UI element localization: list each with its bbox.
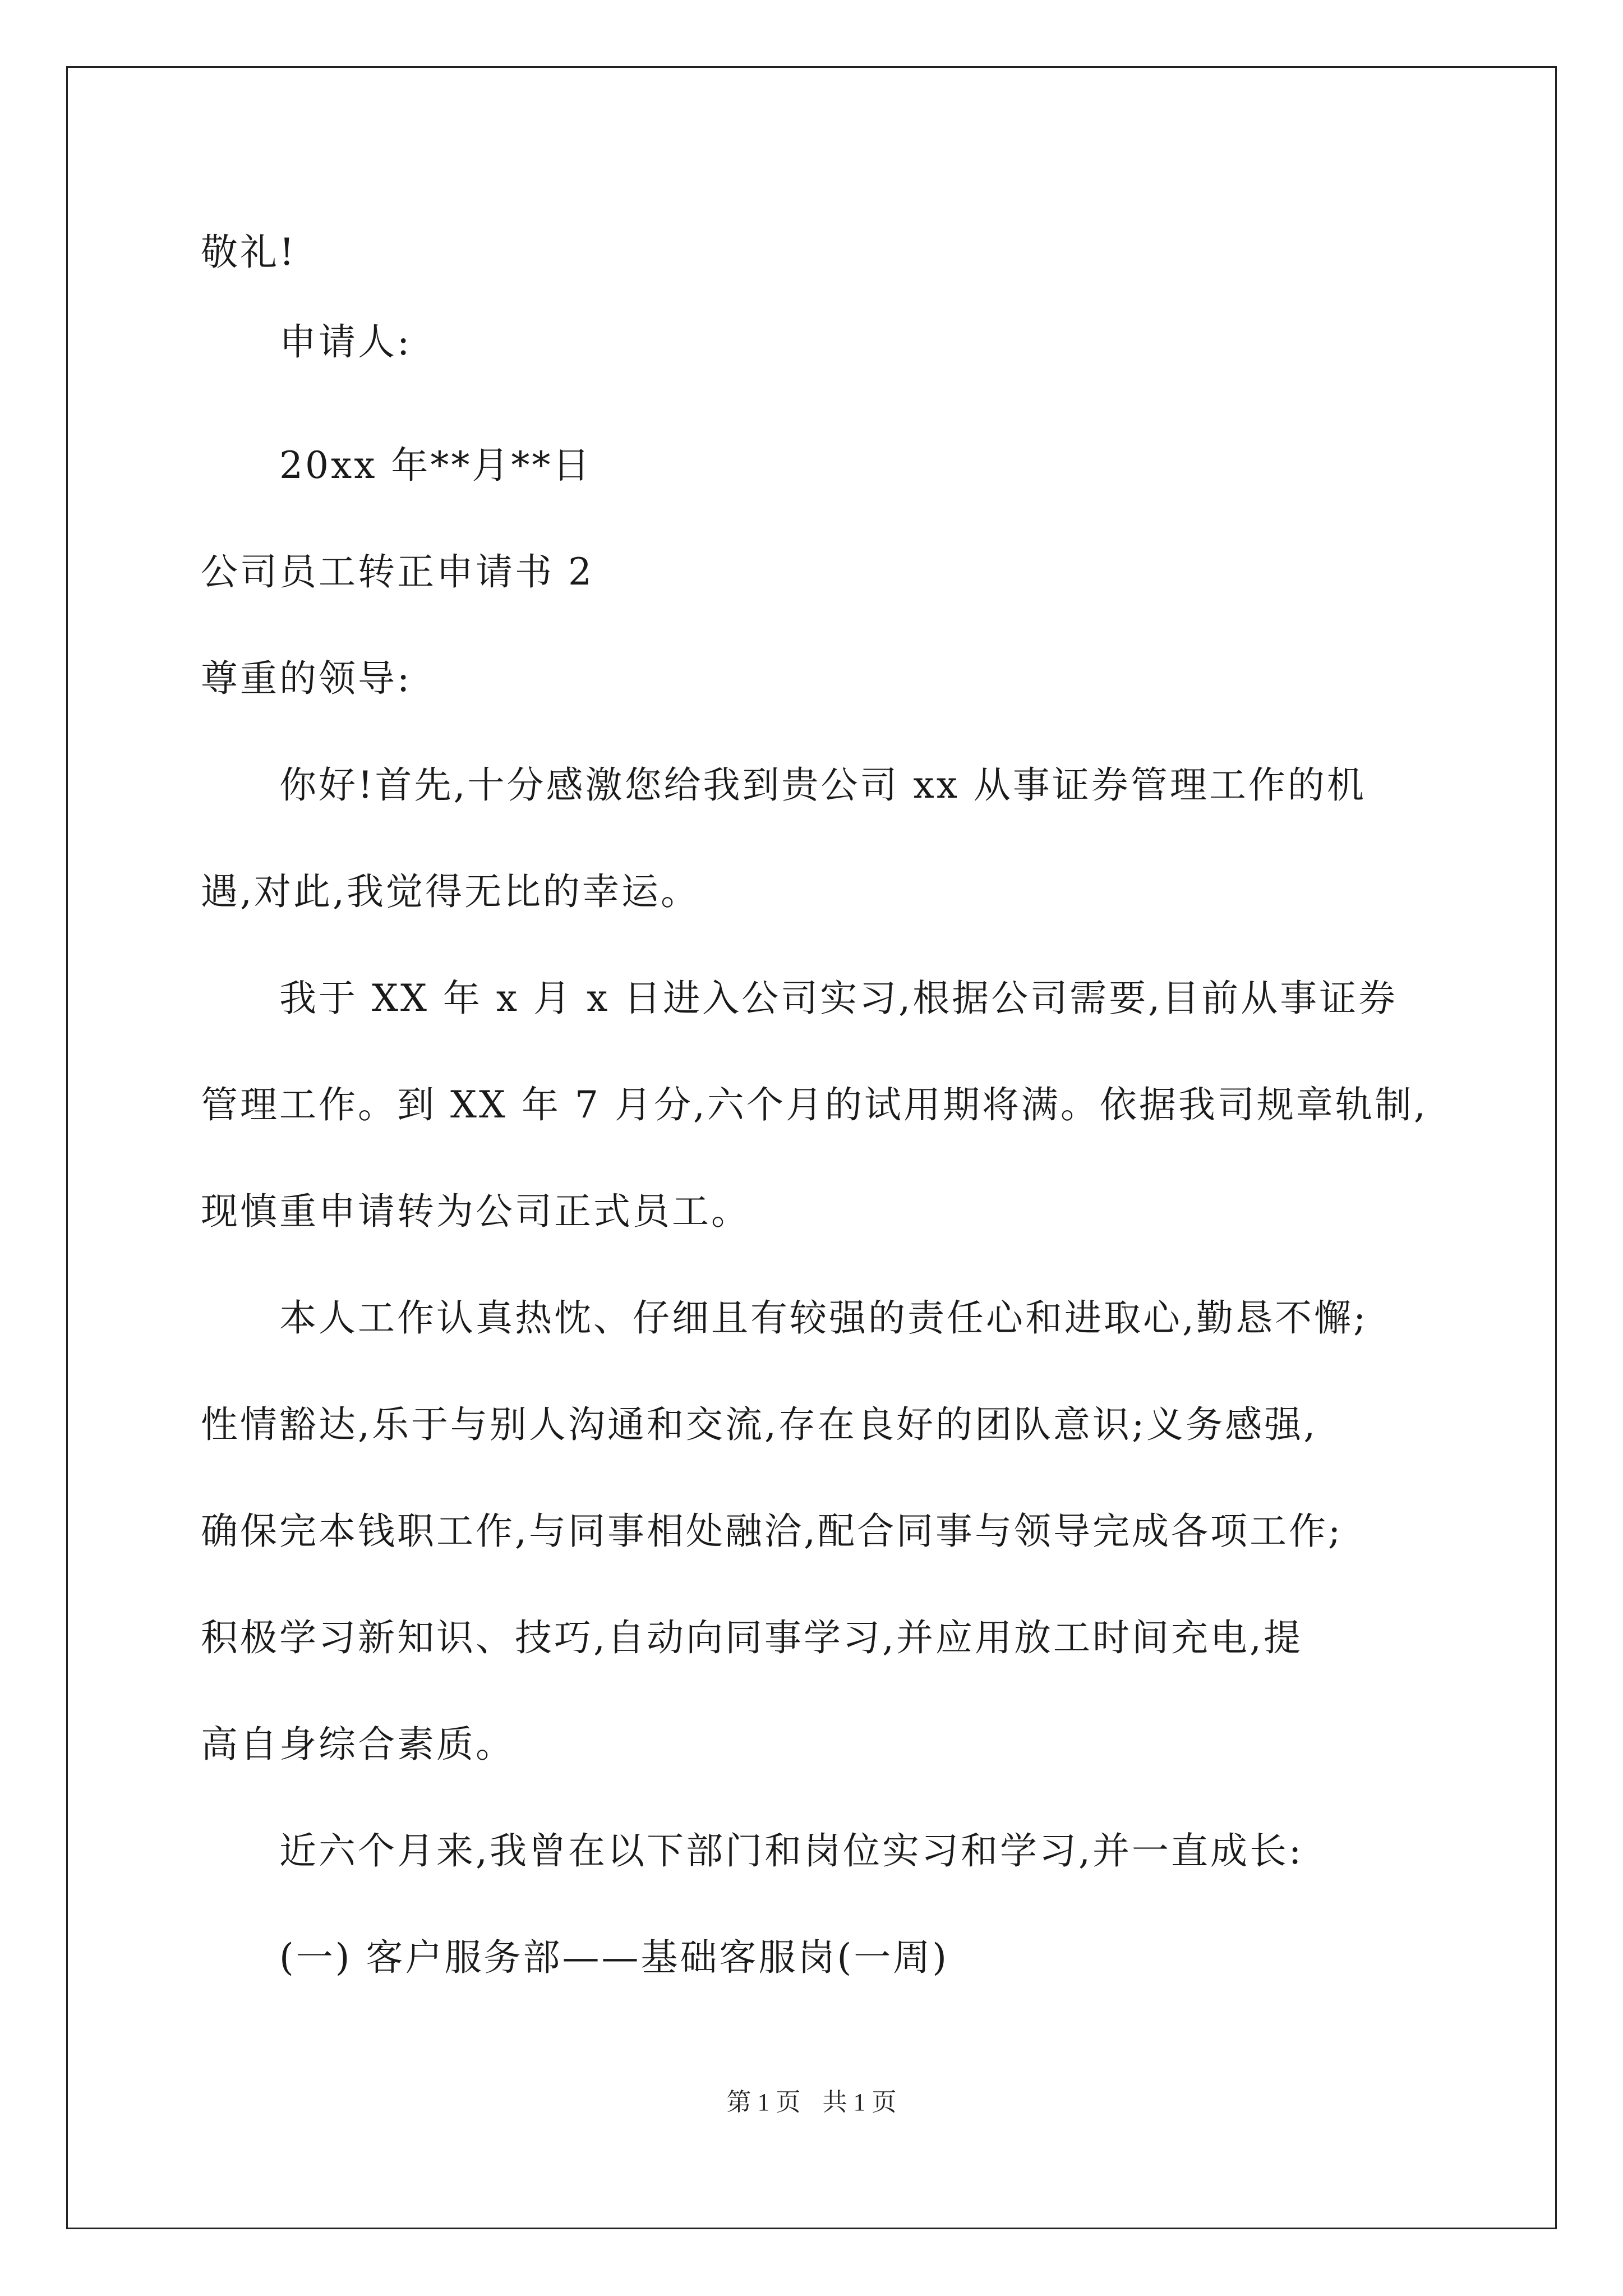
paragraph-line: 我于 XX 年 x 月 x 日进入公司实习,根据公司需要,目前从事证券 bbox=[279, 977, 1398, 1020]
page-number: 第 1 页 bbox=[726, 2088, 801, 2116]
paragraph-line: 现慎重申请转为公司正式员工。 bbox=[201, 1190, 750, 1233]
section-heading: (一) 客户服务部——基础客服岗(一周) bbox=[279, 1936, 949, 1979]
applicant-label: 申请人: bbox=[279, 320, 412, 364]
paragraph-line: 确保完本钱职工作,与同事相处融洽,配合同事与领导完成各项工作; bbox=[201, 1510, 1343, 1553]
page-border bbox=[66, 66, 1557, 2229]
paragraph-line: 高自身综合素质。 bbox=[201, 1723, 515, 1766]
date-line: 20xx 年**月**日 bbox=[279, 444, 592, 487]
paragraph-line: 你好!首先,十分感激您给我到贵公司 xx 从事证券管理工作的机 bbox=[279, 763, 1366, 807]
paragraph-line: 遇,对此,我觉得无比的幸运。 bbox=[201, 870, 700, 913]
greeting: 尊重的领导: bbox=[201, 657, 412, 700]
page-total: 共 1 页 bbox=[822, 2088, 897, 2116]
paragraph-line: 性情豁达,乐于与别人沟通和交流,存在良好的团队意识;义务感强, bbox=[201, 1403, 1318, 1446]
document-title: 公司员工转正申请书 2 bbox=[201, 550, 594, 593]
page-footer bbox=[0, 2087, 1623, 2118]
paragraph-line: 积极学习新知识、技巧,自动向同事学习,并应用放工时间充电,提 bbox=[201, 1616, 1303, 1659]
paragraph-line: 本人工作认真热忱、仔细且有较强的责任心和进取心,勤恳不懈; bbox=[279, 1296, 1368, 1340]
closing-salutation: 敬礼! bbox=[201, 231, 297, 274]
paragraph-line: 近六个月来,我曾在以下部门和岗位实习和学习,并一直成长: bbox=[279, 1829, 1304, 1872]
paragraph-line: 管理工作。到 XX 年 7 月分,六个月的试用期将满。依据我司规章轨制, bbox=[201, 1083, 1428, 1126]
